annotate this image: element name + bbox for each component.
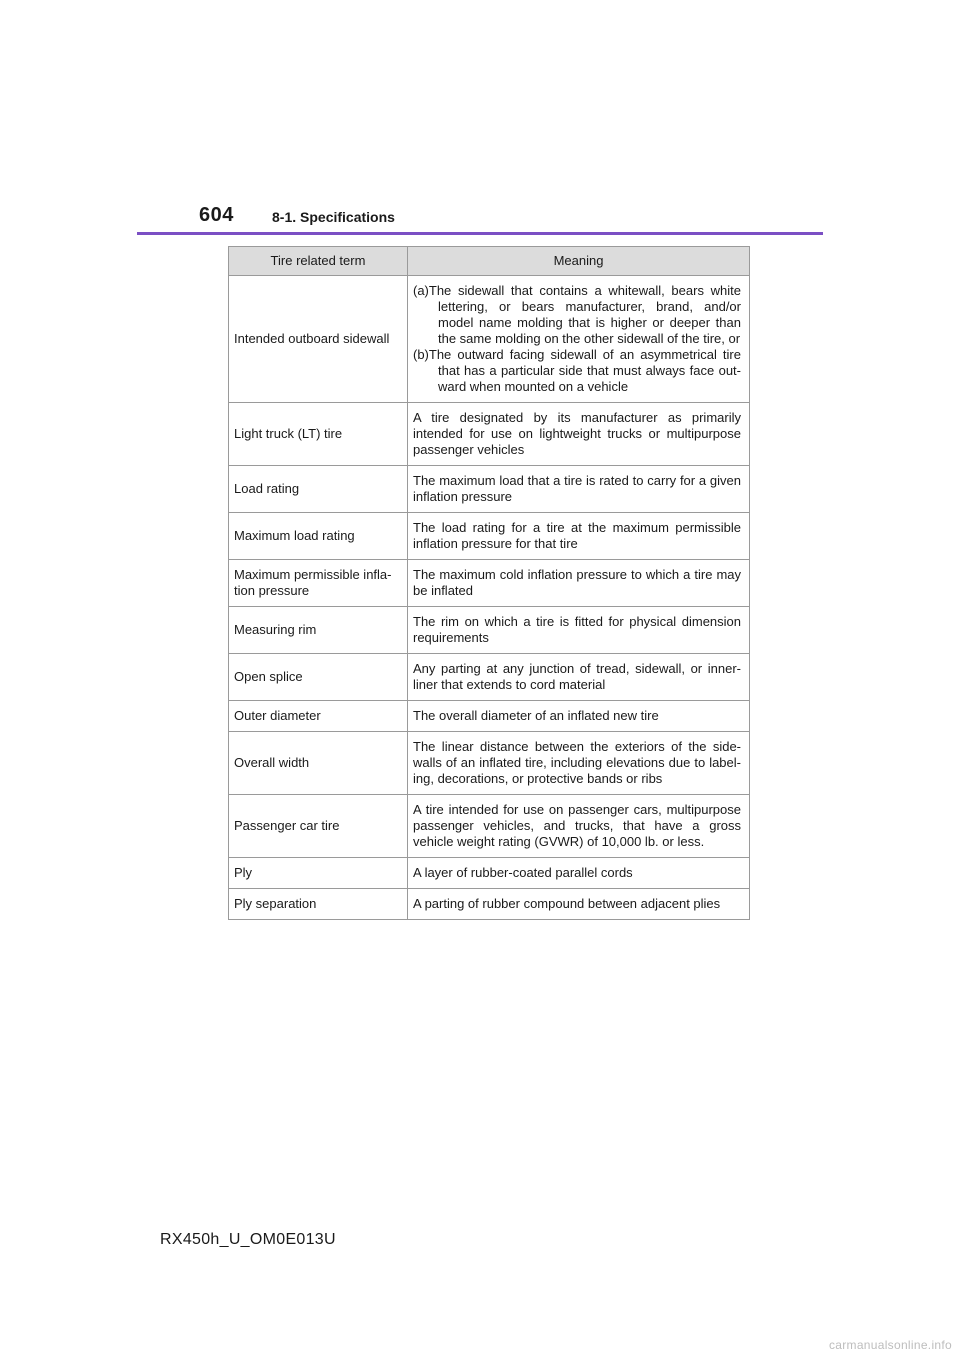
table-row: [229, 276, 750, 403]
meaning-cell: The rim on which a tire is fitted for physical dimension requirements: [408, 607, 750, 654]
page-header: [0, 0, 960, 240]
section-title: 8-1. Specifications: [272, 209, 395, 225]
term-cell: Ply separation: [229, 889, 408, 920]
table-row: [229, 701, 750, 732]
table-row: [229, 403, 750, 466]
table-row: [229, 732, 750, 795]
column-header-meaning: Meaning: [408, 247, 750, 276]
table-row: [229, 607, 750, 654]
meaning-cell: Any parting at any junction of tread, sidewall, or inner-liner that extends to cord material: [408, 654, 750, 701]
header-divider: [137, 232, 823, 235]
table-row: [229, 889, 750, 920]
meaning-item-b: (b)The outward facing sidewall of an asymmetrical tire that has a particular side that must always face out-ward when mounted on a vehicle: [413, 347, 741, 394]
table-header-row: [229, 247, 750, 276]
term-cell: Measuring rim: [229, 607, 408, 654]
term-cell: Ply: [229, 858, 408, 889]
term-cell: Overall width: [229, 732, 408, 795]
meaning-cell: The load rating for a tire at the maximum permissible inflation pressure for that tire: [408, 513, 750, 560]
term-cell: Outer diameter: [229, 701, 408, 732]
document-code: RX450h_U_OM0E013U: [160, 1231, 336, 1248]
meaning-cell: [408, 276, 750, 403]
meaning-item-a: (a)The sidewall that contains a whitewall, bears white lettering, or bears manufacturer, brand, and/or model name molding that is higher or deeper than the same molding on the other sidewall of the tire, or: [413, 283, 741, 346]
tire-terms-table: [228, 246, 750, 920]
term-cell: Intended outboard sidewall: [229, 276, 408, 403]
table-row: [229, 654, 750, 701]
term-cell: Light truck (LT) tire: [229, 403, 408, 466]
meaning-cell: A tire intended for use on passenger cars, multipurpose passenger vehicles, and trucks, that have a gross vehicle weight rating (GVWR) of 10,000 lb. or less.: [408, 795, 750, 858]
meaning-cell: The maximum load that a tire is rated to carry for a given inflation pressure: [408, 466, 750, 513]
meaning-cell: A layer of rubber-coated parallel cords: [408, 858, 750, 889]
meaning-cell: A parting of rubber compound between adjacent plies: [408, 889, 750, 920]
meaning-cell: The linear distance between the exteriors of the side-walls of an inflated tire, including elevations due to label-ing, decorations, or protective bands or ribs: [408, 732, 750, 795]
table-row: [229, 858, 750, 889]
term-cell: Load rating: [229, 466, 408, 513]
column-header-term: Tire related term: [229, 247, 408, 276]
watermark: carmanualsonline.info: [828, 1338, 952, 1352]
term-cell: Maximum load rating: [229, 513, 408, 560]
table-row: [229, 513, 750, 560]
meaning-cell: The overall diameter of an inflated new tire: [408, 701, 750, 732]
meaning-cell: A tire designated by its manufacturer as primarily intended for use on lightweight trucks or multipurpose passenger vehicles: [408, 403, 750, 466]
term-cell: Maximum permissible infla-tion pressure: [229, 560, 408, 607]
page-number: 604: [199, 204, 234, 226]
term-cell: Open splice: [229, 654, 408, 701]
table-row: [229, 466, 750, 513]
table-row: [229, 560, 750, 607]
table-row: [229, 795, 750, 858]
term-cell: Passenger car tire: [229, 795, 408, 858]
meaning-cell: The maximum cold inflation pressure to which a tire may be inflated: [408, 560, 750, 607]
